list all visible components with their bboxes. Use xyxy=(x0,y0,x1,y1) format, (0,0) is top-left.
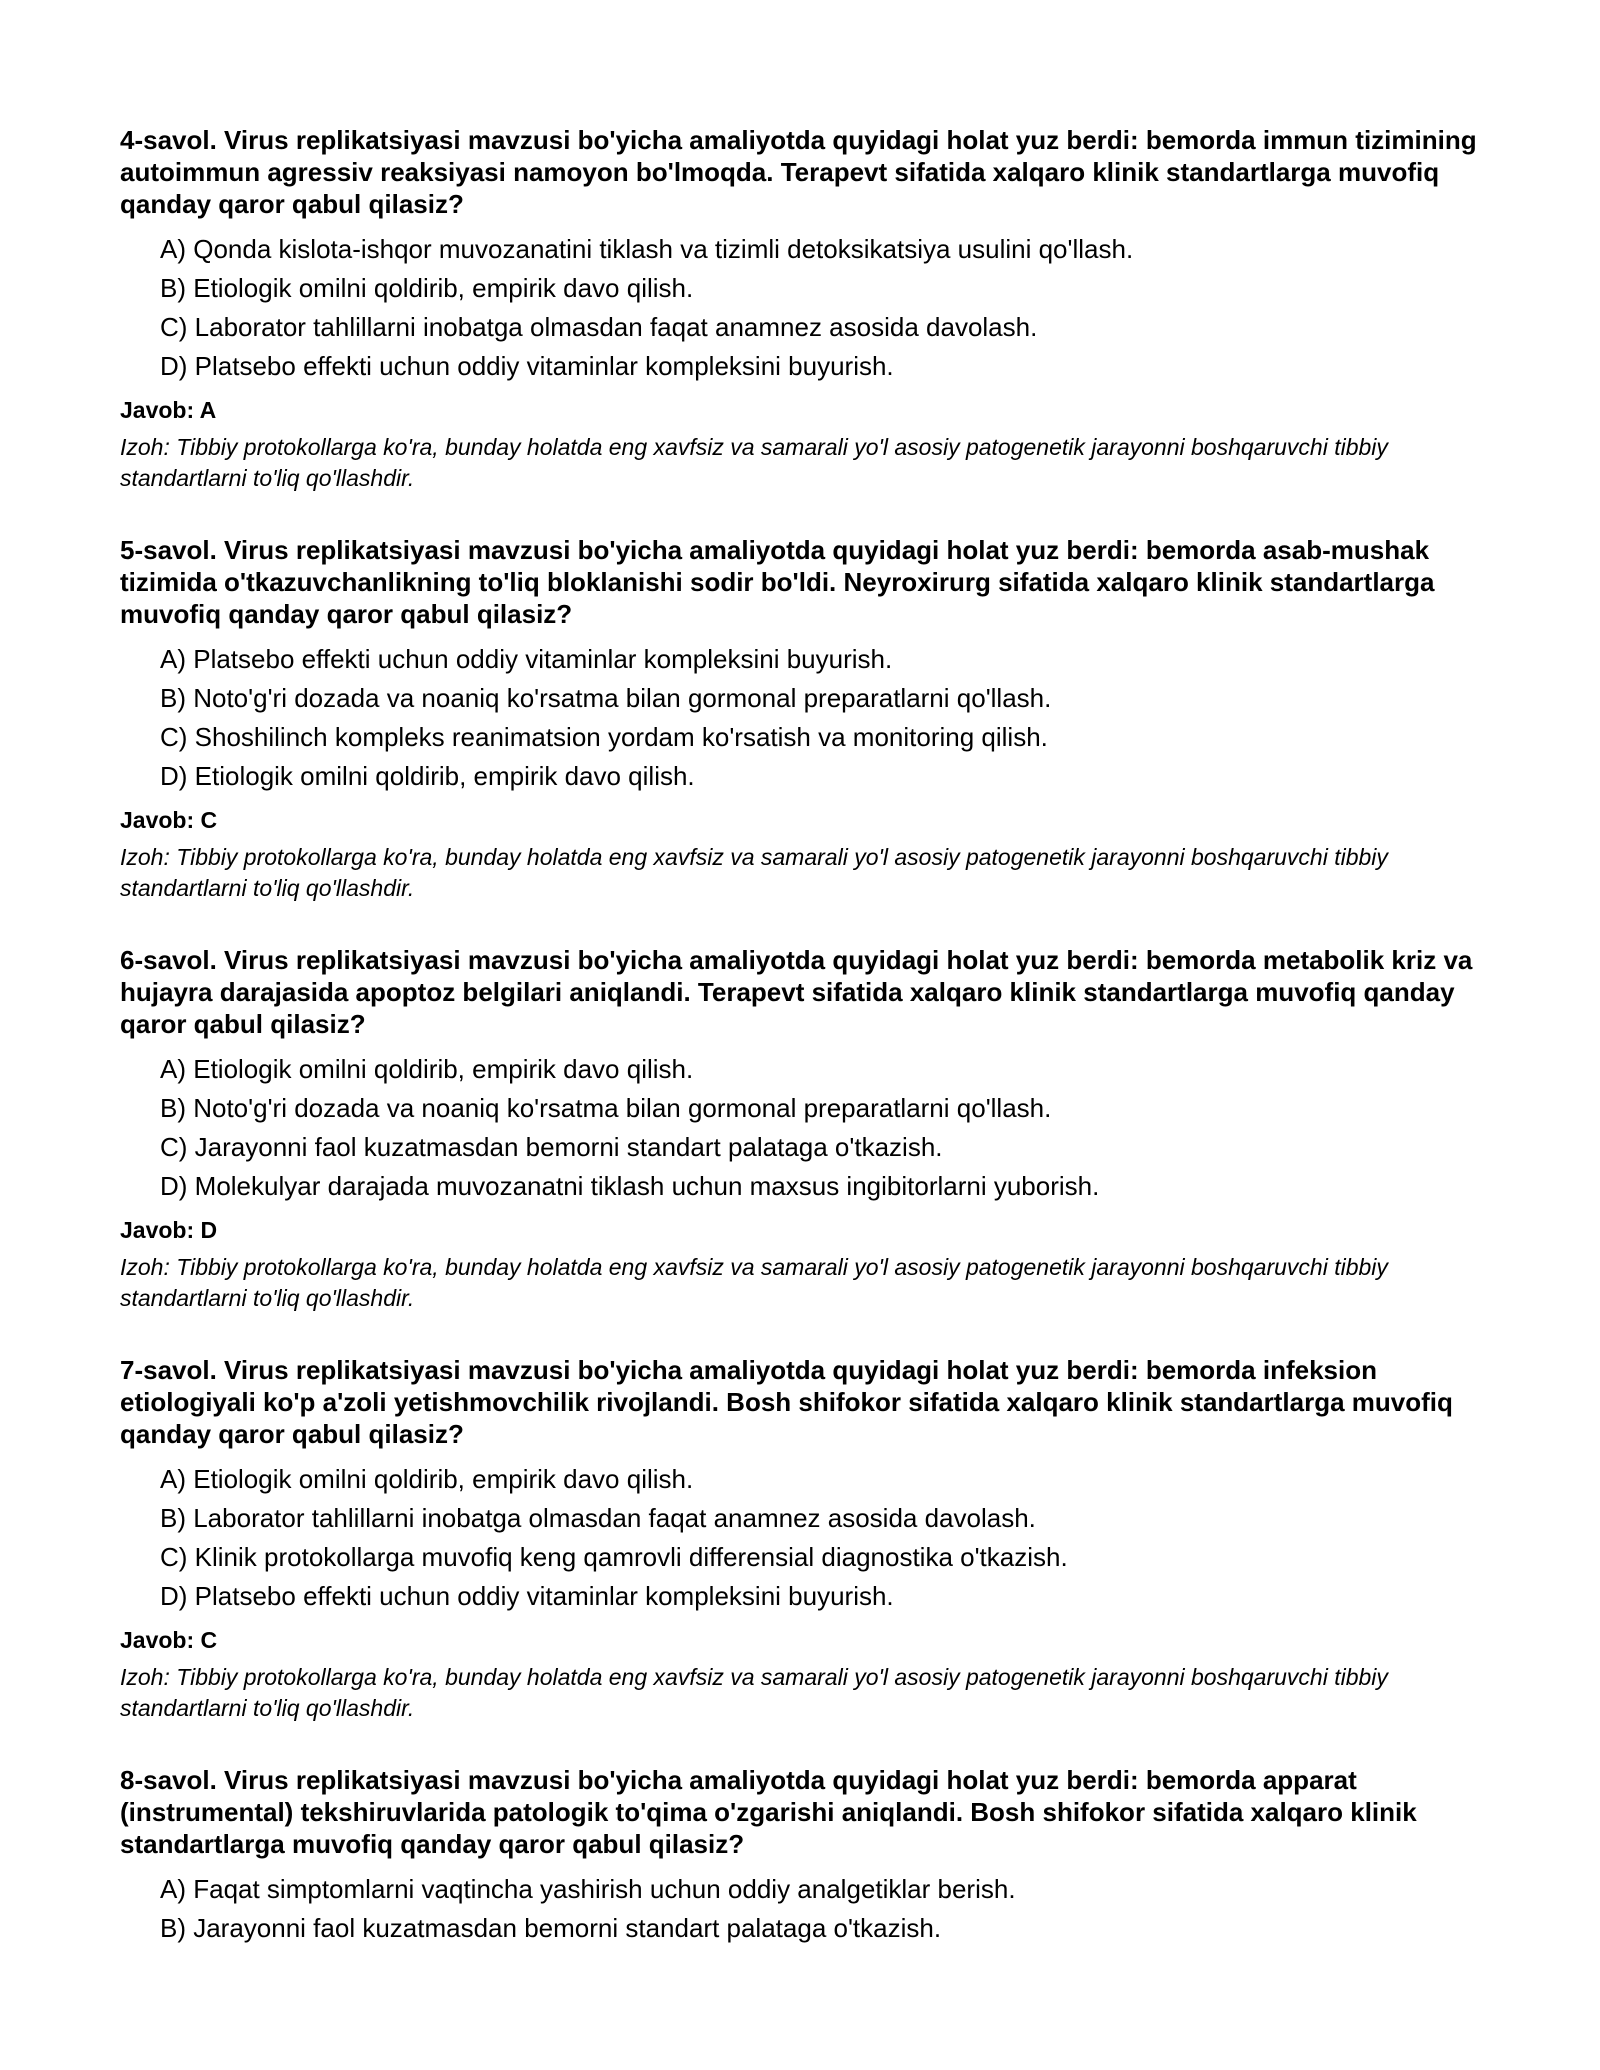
question-text: 6-savol. Virus replikatsiyasi mavzusi bo'yicha amaliyotda quyidagi holat yuz berdi: bemorda metabolik kriz va hujayra darajasida apoptoz belgilari aniqlandi. Terapevt sifatida xalqaro klinik standartlarga muvofiq qanday qaror qabul qilasiz? xyxy=(120,945,1473,1039)
options-list xyxy=(120,644,1495,791)
question-block xyxy=(120,944,1495,1314)
explanation-text: Izoh: Tibbiy protokollarga ko'ra, bunday holatda eng xavfsiz va samarali yo'l asosiy patogenetik jarayonni boshqaruvchi tibbiy standartlarni to'liq qo'llashdir. xyxy=(120,434,1388,491)
document-page xyxy=(120,124,1495,1983)
option-item: A) Etiologik omilni qoldirib, empirik davo qilish. xyxy=(160,1464,694,1494)
explanation-text: Izoh: Tibbiy protokollarga ko'ra, bunday holatda eng xavfsiz va samarali yo'l asosiy patogenetik jarayonni boshqaruvchi tibbiy standartlarni to'liq qo'llashdir. xyxy=(120,1254,1388,1311)
option-item: A) Faqat simptomlarni vaqtincha yashirish uchun oddiy analgetiklar berish. xyxy=(160,1874,1016,1904)
explanation-text: Izoh: Tibbiy protokollarga ko'ra, bunday holatda eng xavfsiz va samarali yo'l asosiy patogenetik jarayonni boshqaruvchi tibbiy standartlarni to'liq qo'llashdir. xyxy=(120,844,1388,901)
option-item: B) Jarayonni faol kuzatmasdan bemorni standart palataga o'tkazish. xyxy=(160,1913,942,1943)
question-text: 7-savol. Virus replikatsiyasi mavzusi bo'yicha amaliyotda quyidagi holat yuz berdi: bemorda infeksion etiologiyali ko'p a'zoli yetishmovchilik rivojlandi. Bosh shifokor sifatida xalqaro klinik standartlarga muvofiq qanday qaror qabul qilasiz? xyxy=(120,1355,1453,1449)
answer-label: Javob: A xyxy=(120,397,217,423)
option-item: B) Noto'g'ri dozada va noaniq ko'rsatma bilan gormonal preparatlarni qo'llash. xyxy=(160,1093,1052,1123)
option-item: C) Jarayonni faol kuzatmasdan bemorni standart palataga o'tkazish. xyxy=(160,1132,943,1162)
answer-label: Javob: C xyxy=(120,807,218,833)
option-item: C) Laborator tahlillarni inobatga olmasdan faqat anamnez asosida davolash. xyxy=(160,312,1038,342)
question-block xyxy=(120,124,1495,494)
options-list xyxy=(120,1464,1495,1611)
question-block xyxy=(120,1764,1495,1943)
option-item: C) Shoshilinch kompleks reanimatsion yordam ko'rsatish va monitoring qilish. xyxy=(160,722,1048,752)
question-text: 5-savol. Virus replikatsiyasi mavzusi bo'yicha amaliyotda quyidagi holat yuz berdi: bemorda asab-mushak tizimida o'tkazuvchanlikning to'liq bloklanishi sodir bo'ldi. Neyroxirurg sifatida xalqaro klinik standartlarga muvofiq qanday qaror qabul qilasiz? xyxy=(120,535,1435,629)
option-item: A) Platsebo effekti uchun oddiy vitaminlar kompleksini buyurish. xyxy=(160,644,893,674)
option-item: B) Laborator tahlillarni inobatga olmasdan faqat anamnez asosida davolash. xyxy=(160,1503,1036,1533)
option-item: D) Molekulyar darajada muvozanatni tiklash uchun maxsus ingibitorlarni yuborish. xyxy=(160,1171,1100,1201)
option-item: D) Platsebo effekti uchun oddiy vitaminlar kompleksini buyurish. xyxy=(160,1581,894,1611)
option-item: C) Klinik protokollarga muvofiq keng qamrovli differensial diagnostika o'tkazish. xyxy=(160,1542,1068,1572)
options-list xyxy=(120,234,1495,381)
question-block xyxy=(120,1354,1495,1724)
option-item: A) Etiologik omilni qoldirib, empirik davo qilish. xyxy=(160,1054,694,1084)
answer-label: Javob: D xyxy=(120,1217,218,1243)
explanation-text: Izoh: Tibbiy protokollarga ko'ra, bunday holatda eng xavfsiz va samarali yo'l asosiy patogenetik jarayonni boshqaruvchi tibbiy standartlarni to'liq qo'llashdir. xyxy=(120,1664,1388,1721)
option-item: A) Qonda kislota-ishqor muvozanatini tiklash va tizimli detoksikatsiya usulini qo'llash. xyxy=(160,234,1134,264)
option-item: B) Etiologik omilni qoldirib, empirik davo qilish. xyxy=(160,273,694,303)
option-item: D) Etiologik omilni qoldirib, empirik davo qilish. xyxy=(160,761,695,791)
option-item: D) Platsebo effekti uchun oddiy vitaminlar kompleksini buyurish. xyxy=(160,351,894,381)
question-text: 8-savol. Virus replikatsiyasi mavzusi bo'yicha amaliyotda quyidagi holat yuz berdi: bemorda apparat (instrumental) tekshiruvlarida patologik to'qima o'zgarishi aniqlandi. Bosh shifokor sifatida xalqaro klinik standartlarga muvofiq qanday qaror qabul qilasiz? xyxy=(120,1765,1417,1859)
question-text: 4-savol. Virus replikatsiyasi mavzusi bo'yicha amaliyotda quyidagi holat yuz berdi: bemorda immun tizimining autoimmun agressiv reaksiyasi namoyon bo'lmoqda. Terapevt sifatida xalqaro klinik standartlarga muvofiq qanday qaror qabul qilasiz? xyxy=(120,125,1477,219)
option-item: B) Noto'g'ri dozada va noaniq ko'rsatma bilan gormonal preparatlarni qo'llash. xyxy=(160,683,1052,713)
question-block xyxy=(120,534,1495,904)
answer-label: Javob: C xyxy=(120,1627,218,1653)
options-list xyxy=(120,1874,1495,1943)
options-list xyxy=(120,1054,1495,1201)
